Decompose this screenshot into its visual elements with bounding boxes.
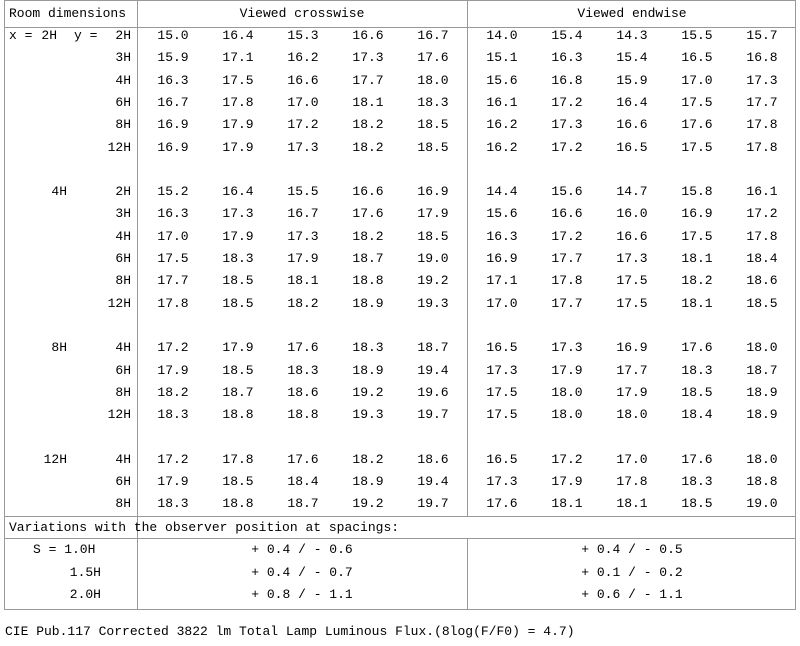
ugr-value-crosswise: 18.2	[157, 385, 189, 400]
ugr-value-endwise: 18.9	[746, 407, 778, 422]
ugr-value-endwise: 17.3	[746, 73, 778, 88]
ugr-value-crosswise: 16.7	[417, 28, 449, 43]
ugr-value-crosswise: 19.7	[417, 496, 449, 511]
ugr-value-endwise: 18.0	[746, 340, 778, 355]
x-value: 4H	[51, 184, 67, 199]
ugr-value-endwise: 17.5	[681, 95, 713, 110]
ugr-value-endwise: 18.0	[551, 407, 583, 422]
ugr-value-endwise: 17.0	[616, 452, 648, 467]
variation-endwise: + 0.6 / - 1.1	[581, 587, 683, 602]
ugr-value-crosswise: 18.8	[222, 407, 254, 422]
ugr-value-endwise: 16.5	[486, 452, 518, 467]
ugr-value-crosswise: 15.2	[157, 184, 189, 199]
ugr-value-endwise: 17.6	[681, 340, 713, 355]
ugr-value-endwise: 15.8	[681, 184, 713, 199]
ugr-value-endwise: 16.6	[616, 117, 648, 132]
y-value: 12H	[107, 140, 131, 155]
ugr-value-endwise: 18.0	[551, 385, 583, 400]
variation-crosswise: + 0.8 / - 1.1	[251, 587, 353, 602]
ugr-value-endwise: 17.3	[551, 340, 583, 355]
ugr-value-endwise: 17.8	[616, 474, 648, 489]
column-divider	[467, 1, 468, 516]
ugr-value-endwise: 16.3	[551, 50, 583, 65]
ugr-value-crosswise: 18.2	[352, 117, 384, 132]
ugr-value-endwise: 18.0	[746, 452, 778, 467]
y-value: 4H	[115, 340, 131, 355]
ugr-value-endwise: 17.8	[746, 229, 778, 244]
ugr-value-crosswise: 17.9	[222, 229, 254, 244]
ugr-value-endwise: 17.9	[616, 385, 648, 400]
ugr-value-endwise: 17.3	[486, 474, 518, 489]
ugr-value-crosswise: 15.9	[157, 50, 189, 65]
ugr-value-endwise: 18.1	[551, 496, 583, 511]
ugr-value-endwise: 16.0	[616, 206, 648, 221]
ugr-value-crosswise: 18.5	[222, 273, 254, 288]
spacing-value: 1.5H	[69, 565, 101, 580]
ugr-value-crosswise: 18.5	[417, 229, 449, 244]
ugr-value-endwise: 18.3	[681, 474, 713, 489]
footer-note: CIE Pub.117 Corrected 3822 lm Total Lamp Luminous Flux.(8log(F/F0) = 4.7)	[5, 624, 575, 639]
y-value: 2H	[115, 28, 131, 43]
ugr-value-crosswise: 16.3	[157, 206, 189, 221]
ugr-value-crosswise: 16.9	[157, 140, 189, 155]
ugr-value-crosswise: 19.2	[352, 385, 384, 400]
y-value: 3H	[115, 50, 131, 65]
ugr-value-crosswise: 17.5	[222, 73, 254, 88]
ugr-value-endwise: 17.7	[551, 251, 583, 266]
ugr-value-crosswise: 17.6	[287, 340, 319, 355]
ugr-value-endwise: 18.4	[681, 407, 713, 422]
ugr-value-endwise: 15.4	[551, 28, 583, 43]
ugr-value-crosswise: 18.2	[352, 452, 384, 467]
ugr-value-endwise: 16.5	[681, 50, 713, 65]
y-value: 8H	[115, 273, 131, 288]
y-value: 12H	[107, 407, 131, 422]
y-value: 8H	[115, 496, 131, 511]
ugr-value-endwise: 17.2	[551, 95, 583, 110]
ugr-value-endwise: 18.6	[746, 273, 778, 288]
ugr-value-crosswise: 18.6	[417, 452, 449, 467]
ugr-value-endwise: 16.5	[486, 340, 518, 355]
ugr-value-endwise: 18.9	[746, 385, 778, 400]
ugr-value-endwise: 17.5	[616, 273, 648, 288]
ugr-value-endwise: 18.4	[746, 251, 778, 266]
ugr-value-endwise: 16.3	[486, 229, 518, 244]
ugr-value-crosswise: 18.0	[417, 73, 449, 88]
ugr-value-crosswise: 18.3	[417, 95, 449, 110]
ugr-value-crosswise: 17.9	[222, 340, 254, 355]
variation-endwise: + 0.4 / - 0.5	[581, 542, 683, 557]
ugr-value-crosswise: 17.6	[352, 206, 384, 221]
ugr-value-crosswise: 17.8	[222, 95, 254, 110]
ugr-value-endwise: 16.1	[486, 95, 518, 110]
ugr-value-crosswise: 18.3	[352, 340, 384, 355]
spacing-value: S = 1.0H	[33, 542, 96, 557]
ugr-value-endwise: 17.9	[551, 363, 583, 378]
ugr-value-endwise: 18.1	[616, 496, 648, 511]
header-viewed-crosswise: Viewed crosswise	[239, 6, 365, 21]
ugr-value-crosswise: 16.2	[287, 50, 319, 65]
ugr-value-crosswise: 17.9	[157, 363, 189, 378]
ugr-value-endwise: 17.7	[746, 95, 778, 110]
ugr-value-crosswise: 17.6	[287, 452, 319, 467]
ugr-value-endwise: 15.6	[551, 184, 583, 199]
ugr-value-crosswise: 15.3	[287, 28, 319, 43]
ugr-value-endwise: 17.8	[551, 273, 583, 288]
ugr-value-crosswise: 18.2	[352, 140, 384, 155]
ugr-value-endwise: 18.2	[681, 273, 713, 288]
ugr-value-crosswise: 17.8	[157, 296, 189, 311]
ugr-value-crosswise: 18.2	[352, 229, 384, 244]
ugr-value-endwise: 16.1	[746, 184, 778, 199]
ugr-value-crosswise: 19.3	[417, 296, 449, 311]
ugr-value-crosswise: 17.3	[352, 50, 384, 65]
ugr-value-crosswise: 17.2	[157, 340, 189, 355]
ugr-value-endwise: 16.9	[616, 340, 648, 355]
ugr-value-crosswise: 19.0	[417, 251, 449, 266]
ugr-value-crosswise: 18.1	[352, 95, 384, 110]
ugr-value-crosswise: 18.7	[287, 496, 319, 511]
column-divider	[137, 1, 138, 609]
y-value: 6H	[115, 474, 131, 489]
ugr-value-crosswise: 17.1	[222, 50, 254, 65]
ugr-value-endwise: 15.6	[486, 206, 518, 221]
ugr-value-endwise: 17.8	[746, 117, 778, 132]
ugr-value-endwise: 18.1	[681, 296, 713, 311]
ugr-value-endwise: 17.0	[681, 73, 713, 88]
ugr-value-endwise: 15.7	[746, 28, 778, 43]
x-value: 2H	[41, 28, 57, 43]
ugr-value-endwise: 15.4	[616, 50, 648, 65]
ugr-value-endwise: 17.5	[486, 385, 518, 400]
ugr-value-crosswise: 17.7	[157, 273, 189, 288]
ugr-value-endwise: 17.1	[486, 273, 518, 288]
y-value: 6H	[115, 363, 131, 378]
ugr-value-crosswise: 18.4	[287, 474, 319, 489]
ugr-value-crosswise: 17.9	[222, 140, 254, 155]
ugr-value-crosswise: 18.3	[222, 251, 254, 266]
ugr-value-crosswise: 18.8	[222, 496, 254, 511]
ugr-value-endwise: 16.8	[746, 50, 778, 65]
ugr-value-crosswise: 18.5	[417, 117, 449, 132]
ugr-value-endwise: 17.5	[616, 296, 648, 311]
ugr-value-crosswise: 17.6	[417, 50, 449, 65]
ugr-value-crosswise: 17.5	[157, 251, 189, 266]
y-value: 6H	[115, 95, 131, 110]
ugr-value-crosswise: 18.5	[222, 296, 254, 311]
ugr-value-endwise: 14.4	[486, 184, 518, 199]
ugr-value-crosswise: 17.9	[157, 474, 189, 489]
ugr-value-endwise: 17.2	[551, 229, 583, 244]
ugr-value-endwise: 15.5	[681, 28, 713, 43]
ugr-value-endwise: 18.1	[681, 251, 713, 266]
ugr-value-endwise: 17.2	[551, 452, 583, 467]
ugr-value-endwise: 14.7	[616, 184, 648, 199]
ugr-value-endwise: 16.2	[486, 117, 518, 132]
ugr-value-endwise: 19.0	[746, 496, 778, 511]
ugr-value-endwise: 15.1	[486, 50, 518, 65]
ugr-value-endwise: 17.3	[486, 363, 518, 378]
ugr-value-crosswise: 18.3	[157, 496, 189, 511]
ugr-value-crosswise: 19.7	[417, 407, 449, 422]
ugr-value-crosswise: 18.8	[287, 407, 319, 422]
y-value: 4H	[115, 452, 131, 467]
ugr-value-crosswise: 17.2	[157, 452, 189, 467]
ugr-value-crosswise: 18.5	[222, 363, 254, 378]
y-value: 4H	[115, 73, 131, 88]
ugr-value-endwise: 15.9	[616, 73, 648, 88]
variation-endwise: + 0.1 / - 0.2	[581, 565, 683, 580]
ugr-value-crosswise: 15.0	[157, 28, 189, 43]
ugr-value-crosswise: 18.5	[417, 140, 449, 155]
ugr-value-endwise: 18.3	[681, 363, 713, 378]
y-value: 8H	[115, 385, 131, 400]
ugr-value-endwise: 16.5	[616, 140, 648, 155]
y-value: 6H	[115, 251, 131, 266]
ugr-value-endwise: 18.5	[746, 296, 778, 311]
y-value: 3H	[115, 206, 131, 221]
ugr-value-crosswise: 18.3	[287, 363, 319, 378]
ugr-value-crosswise: 16.7	[157, 95, 189, 110]
header-viewed-endwise: Viewed endwise	[577, 6, 687, 21]
ugr-value-endwise: 17.5	[486, 407, 518, 422]
ugr-value-crosswise: 17.8	[222, 452, 254, 467]
ugr-value-endwise: 17.3	[551, 117, 583, 132]
ugr-value-endwise: 17.5	[681, 229, 713, 244]
ugr-value-crosswise: 18.1	[287, 273, 319, 288]
ugr-value-crosswise: 16.3	[157, 73, 189, 88]
ugr-value-crosswise: 17.3	[287, 140, 319, 155]
ugr-value-crosswise: 19.4	[417, 363, 449, 378]
ugr-value-crosswise: 18.5	[222, 474, 254, 489]
ugr-value-crosswise: 18.7	[352, 251, 384, 266]
x-label: x =	[9, 28, 33, 43]
ugr-value-crosswise: 19.2	[352, 496, 384, 511]
ugr-value-crosswise: 16.4	[222, 28, 254, 43]
variations-heading: Variations with the observer position at spacings:	[9, 520, 400, 535]
ugr-value-endwise: 16.9	[681, 206, 713, 221]
ugr-value-endwise: 17.5	[681, 140, 713, 155]
ugr-value-endwise: 17.0	[486, 296, 518, 311]
ugr-value-crosswise: 17.9	[417, 206, 449, 221]
ugr-value-crosswise: 18.9	[352, 296, 384, 311]
y-value: 12H	[107, 296, 131, 311]
y-value: 8H	[115, 117, 131, 132]
ugr-value-crosswise: 17.3	[222, 206, 254, 221]
variation-crosswise: + 0.4 / - 0.7	[251, 565, 353, 580]
ugr-value-endwise: 18.0	[616, 407, 648, 422]
ugr-value-crosswise: 16.6	[352, 184, 384, 199]
x-value: 12H	[43, 452, 67, 467]
ugr-value-crosswise: 17.9	[222, 117, 254, 132]
header-room-dimensions: Room dimensions	[9, 6, 127, 21]
ugr-value-crosswise: 16.6	[352, 28, 384, 43]
ugr-value-endwise: 16.2	[486, 140, 518, 155]
ugr-value-endwise: 17.2	[746, 206, 778, 221]
ugr-value-crosswise: 18.6	[287, 385, 319, 400]
y-value: 2H	[115, 184, 131, 199]
ugr-value-endwise: 17.8	[746, 140, 778, 155]
ugr-value-endwise: 18.5	[681, 385, 713, 400]
ugr-value-endwise: 17.6	[486, 496, 518, 511]
ugr-value-endwise: 16.6	[616, 229, 648, 244]
ugr-value-endwise: 17.7	[551, 296, 583, 311]
ugr-value-endwise: 17.6	[681, 452, 713, 467]
ugr-value-crosswise: 19.6	[417, 385, 449, 400]
spacing-value: 2.0H	[69, 587, 101, 602]
ugr-value-crosswise: 18.7	[417, 340, 449, 355]
ugr-value-endwise: 16.4	[616, 95, 648, 110]
ugr-value-endwise: 17.2	[551, 140, 583, 155]
row-divider	[5, 538, 795, 539]
ugr-value-endwise: 18.5	[681, 496, 713, 511]
ugr-value-crosswise: 17.2	[287, 117, 319, 132]
ugr-table	[4, 0, 796, 610]
ugr-value-endwise: 16.6	[551, 206, 583, 221]
ugr-value-crosswise: 16.7	[287, 206, 319, 221]
ugr-value-crosswise: 16.9	[417, 184, 449, 199]
ugr-value-endwise: 18.7	[746, 363, 778, 378]
ugr-value-crosswise: 18.2	[287, 296, 319, 311]
ugr-value-crosswise: 19.2	[417, 273, 449, 288]
ugr-value-endwise: 14.0	[486, 28, 518, 43]
ugr-value-crosswise: 18.3	[157, 407, 189, 422]
ugr-value-endwise: 18.8	[746, 474, 778, 489]
ugr-value-endwise: 17.6	[681, 117, 713, 132]
ugr-value-endwise: 17.3	[616, 251, 648, 266]
ugr-value-crosswise: 16.6	[287, 73, 319, 88]
ugr-value-crosswise: 15.5	[287, 184, 319, 199]
y-value: 4H	[115, 229, 131, 244]
ugr-value-crosswise: 16.9	[157, 117, 189, 132]
ugr-value-crosswise: 19.4	[417, 474, 449, 489]
variation-crosswise: + 0.4 / - 0.6	[251, 542, 353, 557]
ugr-value-endwise: 15.6	[486, 73, 518, 88]
x-value: 8H	[51, 340, 67, 355]
ugr-value-endwise: 16.9	[486, 251, 518, 266]
ugr-value-crosswise: 18.9	[352, 474, 384, 489]
row-divider	[5, 516, 795, 517]
ugr-value-crosswise: 17.0	[157, 229, 189, 244]
ugr-value-crosswise: 17.9	[287, 251, 319, 266]
ugr-value-endwise: 14.3	[616, 28, 648, 43]
ugr-value-crosswise: 17.0	[287, 95, 319, 110]
ugr-value-crosswise: 16.4	[222, 184, 254, 199]
ugr-value-crosswise: 18.8	[352, 273, 384, 288]
ugr-value-endwise: 17.9	[551, 474, 583, 489]
ugr-value-crosswise: 19.3	[352, 407, 384, 422]
ugr-value-crosswise: 17.3	[287, 229, 319, 244]
ugr-value-endwise: 17.7	[616, 363, 648, 378]
ugr-value-crosswise: 18.9	[352, 363, 384, 378]
ugr-value-crosswise: 18.7	[222, 385, 254, 400]
y-label: y =	[74, 28, 98, 43]
ugr-value-endwise: 16.8	[551, 73, 583, 88]
ugr-value-crosswise: 17.7	[352, 73, 384, 88]
